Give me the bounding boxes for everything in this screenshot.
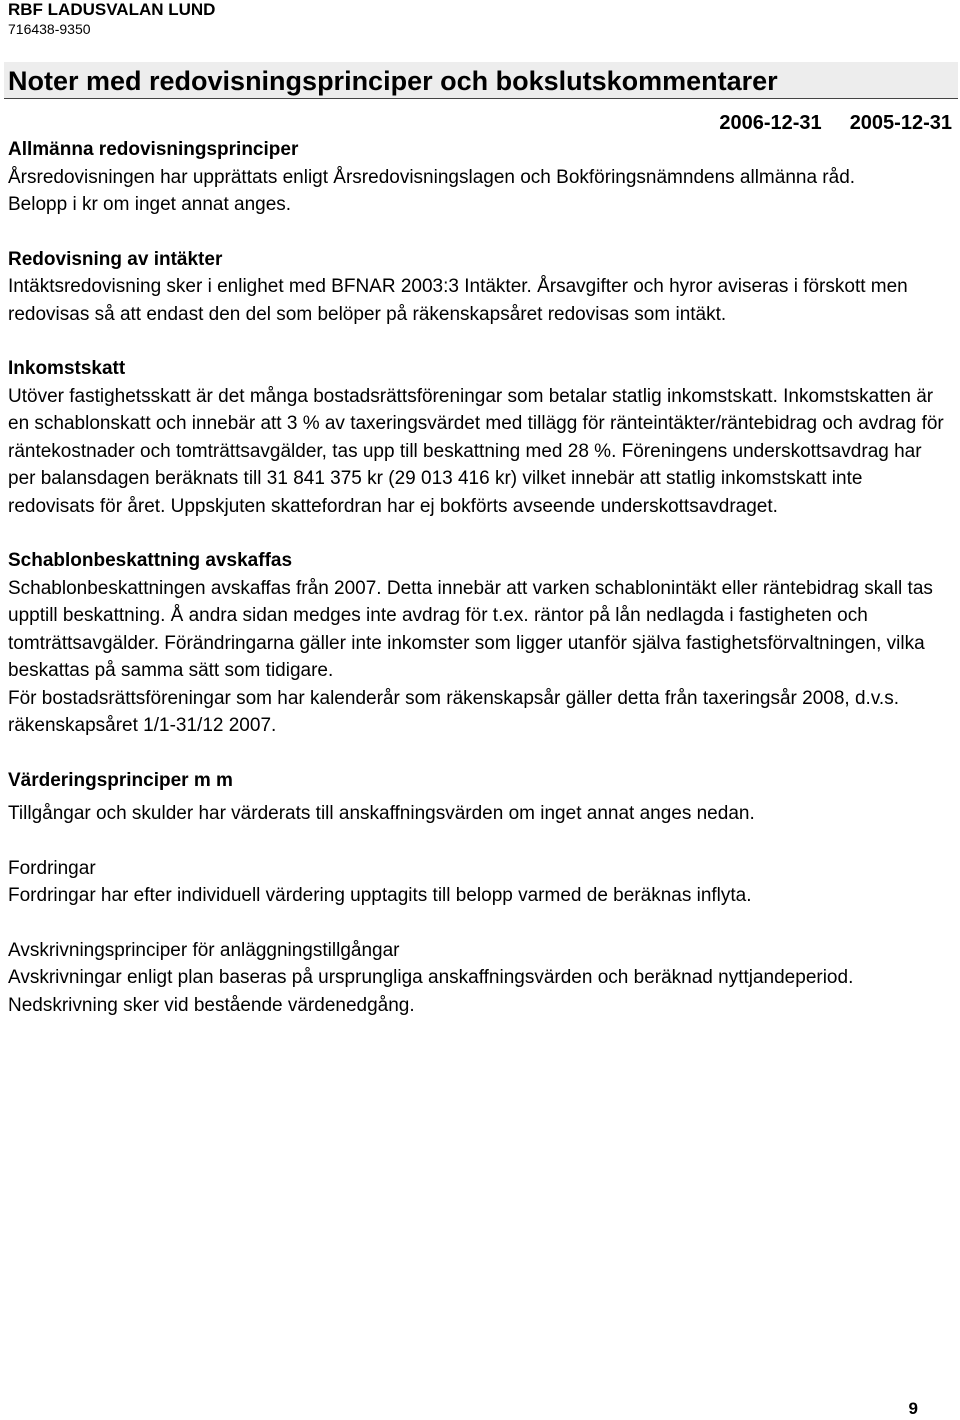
page-number: 9 [908, 1399, 918, 1418]
organization-name: RBF LADUSVALAN LUND [8, 0, 216, 19]
revenue-text: Intäktsredovisning sker i enlighet med BFNAR 2003:3 Intäkter. Årsavgifter och hyror aviseras i förskott men redovisas så att endast den del som belöper på räkenskapsåret redovisas som intäkt. [8, 276, 908, 325]
notes-content [8, 136, 952, 1019]
receivables-heading: Fordringar [8, 857, 96, 879]
general-text: Årsredovisningen har upprättats enligt Årsredovisningslagen och Bokföringsnämndens allmänna råd. [8, 166, 856, 188]
column-dates [719, 110, 952, 136]
general-amount-note: Belopp i kr om inget annat anges. [8, 194, 292, 215]
title-bar [4, 62, 958, 99]
receivables-text: Fordringar har efter individuell värdering upptagits till belopp varmed de beräknas inflyta. [8, 885, 752, 906]
depreciation-heading: Avskrivningsprinciper för anläggningstillgångar [8, 939, 400, 961]
previous-year-date: 2005-12-31 [849, 112, 952, 134]
depreciation-text: Avskrivningar enligt plan baseras på ursprungliga anskaffningsvärden och beräknad nyttjandeperiod. Nedskrivning sker vid bestående värdenedgång. [8, 967, 854, 1016]
current-year-date: 2006-12-31 [719, 112, 822, 134]
valuation-text: Tillgångar och skulder har värderats till anskaffningsvärden om inget annat anges nedan. [8, 803, 755, 824]
valuation-heading: Värderingsprinciper m m [8, 769, 233, 791]
general-heading: Allmänna redovisningsprinciper [8, 139, 299, 160]
standard-tax-text: Schablonbeskattningen avskaffas från 2007. Detta innebär att varken schablonintäkt eller räntebidrag skall tas upptill beskattning. Å andra sidan medges inte avdrag för t.ex. räntor på lån nedlagda i fastigheten och tomträttsavgälder. Förändringarna gäller inte inkomster som ligger utanför själva fastighetsförvaltningen, vilka beskattas på samma sätt som tidigare. [8, 577, 933, 681]
organization-number: 716438-9350 [8, 21, 91, 37]
standard-tax-text-2: För bostadsrättsföreningar som har kalenderår som räkenskapsår gäller detta från taxeringsår 2008, d.v.s. räkenskapsåret 1/1-31/12 2007. [8, 687, 899, 736]
page-title: Noter med redovisningsprinciper och bokslutskommentarer [8, 66, 778, 96]
standard-tax-heading: Schablonbeskattning avskaffas [8, 550, 293, 571]
income-tax-text: Utöver fastighetsskatt är det många bostadsrättsföreningar som betalar statlig inkomstskatt. Inkomstskatten är en schablonskatt och innebär att 3 % av taxeringsvärdet med tillägg för ränteintäkter/räntebidrag och avdrag för räntekostnader och tomträttsavgälder, tas upp till beskattning med 28 %. Föreningens underskottsavdrag har per balansdagen beräknats till 31 841 375 kr (29 013 416 kr) vilket innebär att statlig inkomstskatt inte redovisats för året. Uppskjuten skattefordran har ej bokförts avseende underskottsavdraget. [8, 385, 944, 517]
revenue-heading: Redovisning av intäkter [8, 248, 223, 270]
income-tax-heading: Inkomstskatt [8, 358, 126, 379]
